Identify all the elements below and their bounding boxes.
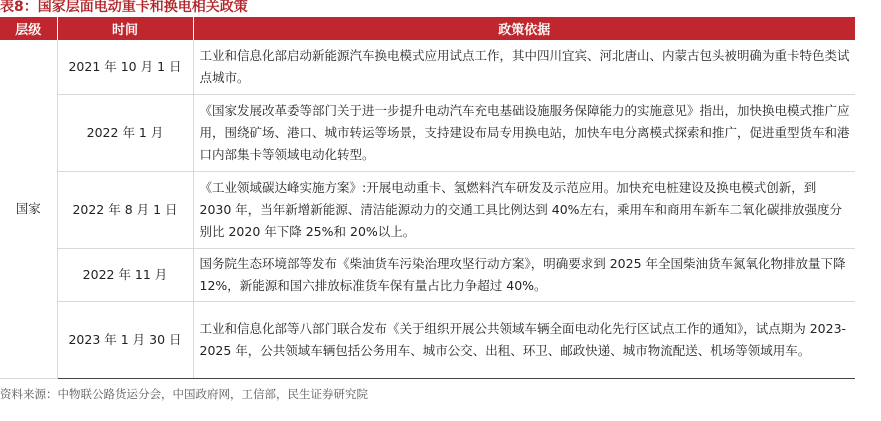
time-cell: 2023 年 1 月 30 日 [57, 302, 193, 379]
time-cell: 2021 年 10 月 1 日 [57, 40, 193, 95]
table-title: 表8：国家层面电动重卡和换电相关政策 [0, 0, 248, 15]
table-row [0, 302, 855, 379]
table-row [0, 40, 855, 95]
time-cell: 2022 年 11 月 [57, 249, 193, 302]
source-note: 资料来源：中物联公路货运分会，中国政府网，工信部，民生证券研究院 [0, 387, 368, 401]
table-row [0, 95, 855, 172]
header-time: 时间 [57, 17, 193, 40]
level-cell: 国家 [0, 40, 57, 379]
header-basis: 政策依据 [193, 17, 855, 40]
table-row [0, 249, 855, 302]
table-row [0, 172, 855, 249]
header-level: 层级 [0, 17, 57, 40]
policy-table [0, 17, 855, 379]
basis-cell: 《国家发展改革委等部门关于进一步提升电动汽车充电基础设施服务保障能力的实施意见》指出，加快换电模式推广应用，围绕矿场、港口、城市转运等场景，支持建设布局专用换电站，加快车电分离模式探索和推广，促进重型货车和港口内部集卡等领域电动化转型。 [193, 95, 855, 172]
basis-cell: 工业和信息化部等八部门联合发布《关于组织开展公共领域车辆全面电动化先行区试点工作的通知》，试点期为 2023-2025 年，公共领域车辆包括公务用车、城市公交、出租、环卫、邮政快递、城市物流配送、机场等领域用车。 [193, 302, 855, 379]
time-cell: 2022 年 8 月 1 日 [57, 172, 193, 249]
time-cell: 2022 年 1 月 [57, 95, 193, 172]
basis-cell: 工业和信息化部启动新能源汽车换电模式应用试点工作，其中四川宜宾、河北唐山、内蒙古包头被明确为重卡特色类试点城市。 [193, 40, 855, 95]
basis-cell: 国务院生态环境部等发布《柴油货车污染治理攻坚行动方案》，明确要求到 2025 年全国柴油货车氮氧化物排放量下降 12%，新能源和国六排放标准货车保有量占比力争超过 40%。 [193, 249, 855, 302]
basis-cell: 《工业领域碳达峰实施方案》:开展电动重卡、氢燃料汽车研发及示范应用。加快充电桩建设及换电模式创新，到 2030 年，当年新增新能源、清洁能源动力的交通工具比例达到 40%左右，乘用车和商用车新车二氧化碳排放强度分别比 2020 年下降 25%和 20%以上。 [193, 172, 855, 249]
table-header-row [0, 17, 855, 40]
